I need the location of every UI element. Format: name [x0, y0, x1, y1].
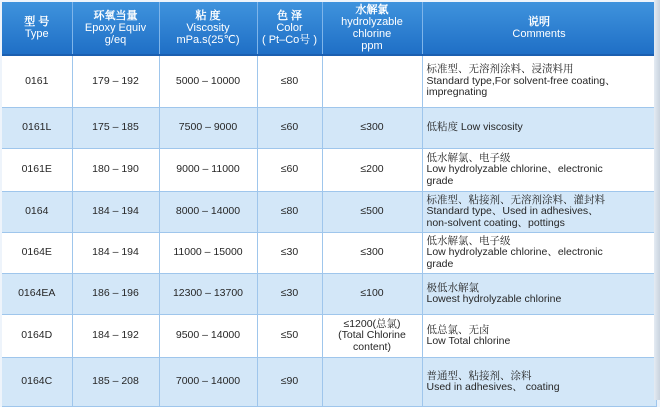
header-viscosity-en1: Viscosity	[186, 22, 230, 34]
color-cell: ≤80	[257, 55, 322, 108]
viscosity-cell: 9500 – 14000	[159, 315, 257, 358]
color-cell: ≤30	[257, 274, 322, 315]
comments-cell	[422, 233, 656, 274]
comments-cell	[422, 149, 656, 192]
color-cell: ≤60	[257, 149, 322, 192]
type-cell: 0164	[2, 192, 72, 233]
comment-line: 标准型、无溶剂涂料、浸渍料用	[426, 63, 574, 76]
comments-cell	[422, 55, 656, 108]
type-cell: 0161L	[2, 108, 72, 149]
comment-line: Low hydrolyzable chlorine、electronic	[426, 163, 603, 176]
epoxy-spec-table	[2, 2, 657, 407]
header-chlorine-en2: ppm	[361, 40, 383, 52]
chlorine-line: (Total Chlorine	[338, 329, 406, 342]
page-edge-shadow	[654, 0, 660, 400]
header-row	[2, 2, 656, 55]
color-cell: ≤50	[257, 315, 322, 358]
type-cell: 0164C	[2, 358, 72, 407]
viscosity-cell: 12300 – 13700	[159, 274, 257, 315]
comment-line: 低水解氯、电子级	[426, 151, 511, 164]
comment-line: 低总氯、无卤	[426, 323, 490, 336]
header-epoxy	[72, 2, 159, 55]
comment-line: 低粘度 Low viscosity	[426, 121, 523, 134]
type-cell: 0161E	[2, 149, 72, 192]
epoxy-equiv-cell: 186 – 196	[72, 274, 159, 315]
header-viscosity-en2: mPa.s(25℃)	[176, 34, 240, 46]
comment-line: 标准型、粘接剂、无溶剂涂料、灌封料	[426, 193, 605, 206]
viscosity-cell: 7000 – 14000	[159, 358, 257, 407]
comment-line: 普通型、粘接剂、涂料	[426, 369, 532, 382]
header-epoxy-en1: Epoxy Equiv	[84, 22, 147, 34]
table-row	[2, 233, 656, 274]
epoxy-equiv-cell: 184 – 192	[72, 315, 159, 358]
type-cell: 0164EA	[2, 274, 72, 315]
chlorine-cell	[322, 108, 422, 149]
header-color-en1: Color	[276, 22, 303, 34]
epoxy-equiv-cell: 175 – 185	[72, 108, 159, 149]
header-color-en2: ( Pt–Co号 )	[261, 34, 317, 46]
comments-cell	[422, 192, 656, 233]
header-comments-en: Comments	[512, 28, 566, 40]
header-viscosity-zh: 粘 度	[195, 10, 221, 22]
color-cell: ≤80	[257, 192, 322, 233]
viscosity-cell: 11000 – 15000	[159, 233, 257, 274]
header-chlorine-zh: 水解氯	[355, 4, 389, 16]
epoxy-equiv-cell: 179 – 192	[72, 55, 159, 108]
viscosity-cell: 9000 – 11000	[159, 149, 257, 192]
table-body	[2, 55, 656, 407]
comments-cell	[422, 315, 656, 358]
viscosity-cell: 5000 – 10000	[159, 55, 257, 108]
chlorine-cell	[322, 55, 422, 108]
header-type	[2, 2, 72, 55]
header-comments	[422, 2, 656, 55]
type-cell: 0161	[2, 55, 72, 108]
type-cell: 0164E	[2, 233, 72, 274]
table-row	[2, 358, 656, 407]
color-cell: ≤30	[257, 233, 322, 274]
chlorine-line: content)	[353, 340, 391, 353]
chlorine-cell	[322, 358, 422, 407]
comment-line: 低水解氯、电子级	[426, 234, 511, 247]
color-cell: ≤60	[257, 108, 322, 149]
table-header	[2, 2, 656, 55]
comment-line: Low Total chlorine	[426, 335, 511, 347]
chlorine-cell	[322, 149, 422, 192]
comment-line: grade	[426, 257, 454, 270]
comments-cell	[422, 274, 656, 315]
header-chlorine	[322, 2, 422, 55]
chlorine-cell	[322, 315, 422, 358]
table-row	[2, 315, 656, 358]
chlorine-line: ≤1200(总氯)	[343, 317, 401, 330]
viscosity-cell: 7500 – 9000	[159, 108, 257, 149]
chlorine-line: ≤100	[360, 287, 384, 300]
header-color	[257, 2, 322, 55]
viscosity-cell: 8000 – 14000	[159, 192, 257, 233]
comment-line: Low hydrolyzable chlorine、electronic	[426, 246, 603, 259]
header-chlorine-en1: hydrolyzable chlorine	[341, 16, 403, 40]
header-epoxy-en2: g/eq	[104, 34, 127, 46]
table-row	[2, 55, 656, 108]
type-cell: 0164D	[2, 315, 72, 358]
epoxy-equiv-cell: 180 – 190	[72, 149, 159, 192]
header-viscosity	[159, 2, 257, 55]
comment-line: Standard type,For solvent-free coating、	[426, 74, 616, 87]
header-type-zh: 型 号	[24, 16, 50, 28]
header-comments-zh: 说明	[528, 16, 550, 28]
chlorine-line: ≤200	[360, 163, 384, 176]
comments-cell	[422, 358, 656, 407]
epoxy-equiv-cell: 184 – 194	[72, 192, 159, 233]
table-row	[2, 108, 656, 149]
comment-line: non-solvent coating、pottings	[426, 216, 565, 229]
comment-line: impregnating	[426, 86, 488, 99]
comment-line: Used in adhesives、 coating	[426, 381, 560, 393]
comment-line: Lowest hydrolyzable chlorine	[426, 293, 562, 305]
chlorine-line: ≤300	[360, 121, 384, 134]
epoxy-equiv-cell: 184 – 194	[72, 233, 159, 274]
chlorine-line: ≤300	[360, 246, 384, 259]
color-cell: ≤90	[257, 358, 322, 407]
table-row	[2, 274, 656, 315]
header-epoxy-zh: 环氧当量	[93, 10, 138, 22]
chlorine-cell	[322, 274, 422, 315]
chlorine-cell	[322, 233, 422, 274]
comment-line: grade	[426, 174, 454, 187]
epoxy-equiv-cell: 185 – 208	[72, 358, 159, 407]
header-color-zh: 色 泽	[276, 10, 303, 22]
chlorine-line: ≤500	[360, 205, 384, 218]
comment-line: Standard type、Used in adhesives、	[426, 205, 599, 218]
table-row	[2, 192, 656, 233]
table-row	[2, 149, 656, 192]
header-type-en: Type	[24, 28, 49, 40]
chlorine-cell	[322, 192, 422, 233]
comments-cell	[422, 108, 656, 149]
comment-line: 极低水解氯	[426, 281, 479, 294]
